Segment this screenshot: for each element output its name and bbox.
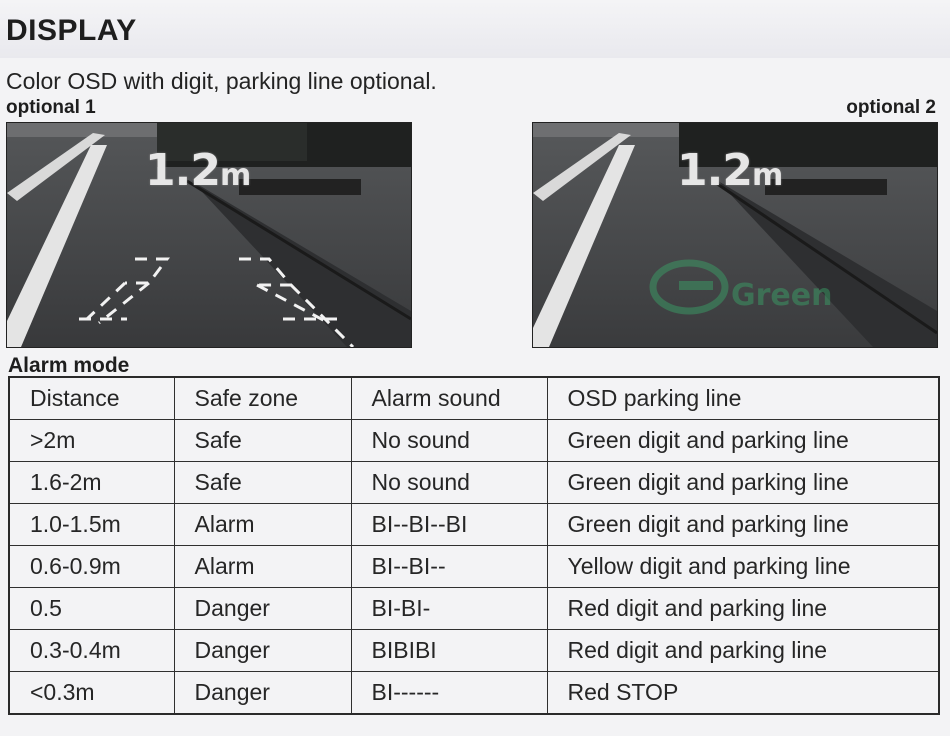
osd-parking-line-cell: Green digit and parking line [547,504,939,546]
alarm-sound-cell: BIBIBI [351,630,547,672]
safe-zone-cell: Alarm [174,504,351,546]
camera-view-option-2 [532,122,938,348]
option-1-label: optional 1 [6,97,96,118]
column-header: Safe zone [174,377,351,420]
osd-distance-readout [145,145,250,196]
table-row [9,462,939,504]
table-header-row [9,377,939,420]
column-header: Alarm sound [351,377,547,420]
distance-cell: 0.3-0.4m [9,630,174,672]
osd-distance-readout [677,145,782,196]
column-header: OSD parking line [547,377,939,420]
table-row [9,630,939,672]
table-row [9,588,939,630]
osd-distance-unit: m [219,158,251,193]
alarm-mode-title: Alarm mode [8,354,130,377]
table-row [9,672,939,715]
osd-distance-value: 1.2 [145,145,220,196]
safe-zone-cell: Danger [174,630,351,672]
table-row [9,546,939,588]
distance-cell: 0.5 [9,588,174,630]
table-row [9,504,939,546]
osd-parking-line-cell: Green digit and parking line [547,462,939,504]
intro-text: Color OSD with digit, parking line optional. [6,68,437,94]
watermark-text: Green [731,278,833,313]
alarm-sound-cell: BI------ [351,672,547,715]
distance-cell: 1.6-2m [9,462,174,504]
osd-parking-line-cell: Red digit and parking line [547,630,939,672]
alarm-sound-cell: BI--BI-- [351,546,547,588]
safe-zone-cell: Safe [174,462,351,504]
safe-zone-cell: Safe [174,420,351,462]
alarm-sound-cell: No sound [351,420,547,462]
safe-zone-cell: Alarm [174,546,351,588]
osd-distance-value: 1.2 [677,145,752,196]
distance-cell: 0.6-0.9m [9,546,174,588]
safe-zone-cell: Danger [174,588,351,630]
alarm-sound-cell: BI--BI--BI [351,504,547,546]
column-header: Distance [9,377,174,420]
osd-distance-unit: m [751,158,783,193]
alarm-mode-table [8,376,940,715]
osd-parking-line-cell: Green digit and parking line [547,420,939,462]
page-title: DISPLAY [6,14,137,47]
osd-parking-line-cell: Red digit and parking line [547,588,939,630]
distance-cell: 1.0-1.5m [9,504,174,546]
option-2-label: optional 2 [846,97,936,118]
osd-parking-line-cell: Yellow digit and parking line [547,546,939,588]
distance-cell: >2m [9,420,174,462]
safe-zone-cell: Danger [174,672,351,715]
alarm-sound-cell: No sound [351,462,547,504]
table-row [9,420,939,462]
alarm-sound-cell: BI-BI- [351,588,547,630]
distance-cell: <0.3m [9,672,174,715]
header-band [0,0,950,58]
camera-view-option-1 [6,122,412,348]
osd-parking-line-cell: Red STOP [547,672,939,715]
